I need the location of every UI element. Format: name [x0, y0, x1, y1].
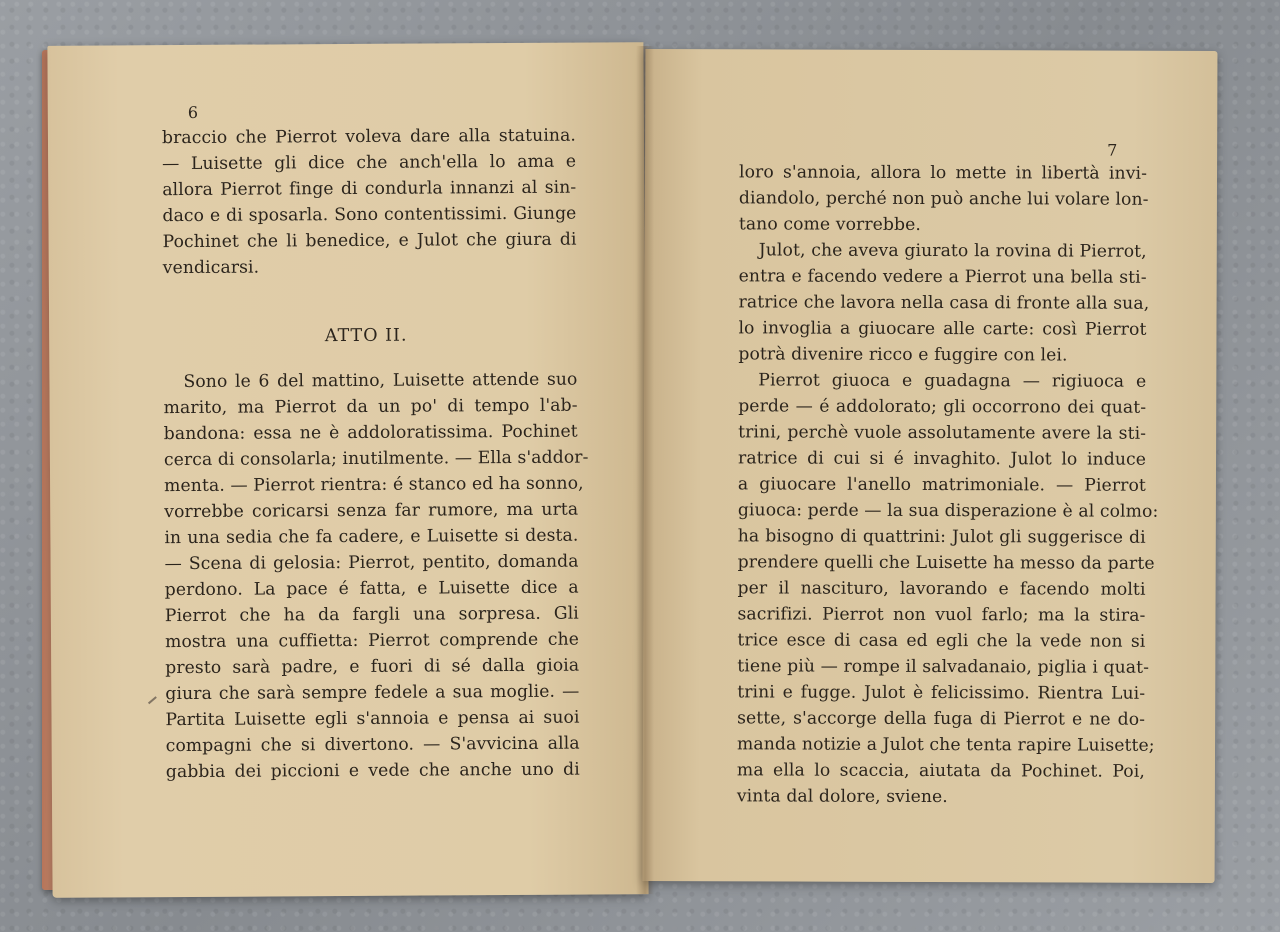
text-line: loro s'annoia, allora lo mette in libertà invi-: [738, 162, 1148, 184]
text-line: menta. — Pierrot rientra: é stanco ed ha sonno,: [164, 473, 584, 497]
text-line: giuoca: perde — la sua disperazione è al colmo:: [737, 500, 1159, 522]
text-line: ha bisogno di quattrini: Julot gli suggerisce di: [737, 526, 1146, 548]
text-line: ratrice che lavora nella casa di fronte alla sua,: [738, 292, 1150, 314]
right-paragraph-3: [736, 367, 1159, 810]
text-line: manda notizie a Julot che tenta rapire Luisette;: [736, 734, 1155, 756]
left-paragraph-2: [163, 367, 589, 786]
text-line: vinta dal dolore, sviene.: [736, 786, 948, 808]
text-line: diandolo, perché non può anche lui volare lon-: [738, 188, 1149, 210]
left-page: [47, 42, 648, 898]
text-line: cerca di consolarla; inutilmente. — Ella s'addor-: [163, 447, 589, 471]
text-line: allora Pierrot finge di condurla innanzi al sin-: [162, 177, 577, 201]
text-line: ma ella lo scaccia, aiutata da Pochinet. Poi,: [736, 760, 1145, 782]
right-paragraph-1: [739, 159, 1147, 238]
text-line: mostra una cuffietta: Pierrot comprende che: [164, 629, 580, 653]
text-line: trini e fugge. Julot è felicissimo. Rientra Lui-: [737, 682, 1146, 704]
text-line: vorrebbe coricarsi senza far rumore, ma urta: [164, 499, 579, 523]
text-line: braccio che Pierrot voleva dare alla statuina.: [161, 125, 577, 149]
text-line: Julot, che aveva giurato la rovina di Pierrot,: [758, 240, 1147, 262]
text-line: Pierrot che ha da fargli una sorpresa. Gli: [164, 603, 579, 627]
open-booklet: [40, 36, 1220, 896]
text-line: perdono. La pace é fatta, e Luisette dice a: [164, 577, 579, 601]
text-line: ratrice di cui si é invaghito. Julot lo induce: [737, 448, 1147, 470]
text-line: Pochinet che li benedice, e Julot che giura di: [162, 229, 577, 253]
text-line: tano come vorrebbe.: [738, 214, 922, 235]
text-line: — Luisette gli dice che anch'ella lo ama e: [162, 151, 577, 175]
right-paragraph-2: [738, 237, 1150, 368]
text-line: Sono le 6 del mattino, Luisette attende suo: [183, 369, 578, 393]
text-line: per il nascituro, lavorando e facendo molti: [737, 578, 1146, 600]
left-page-number: 6: [187, 102, 199, 122]
act-heading-text: ATTO II.: [324, 325, 408, 347]
text-line: entra e facendo vedere a Pierrot una bella sti-: [738, 266, 1147, 288]
text-line: daco e di sposarla. Sono contentissimi. Giunge: [162, 203, 577, 227]
text-line: giura che sarà sempre fedele a sua moglie. —: [165, 681, 580, 705]
text-line: trice esce di casa ed egli che la vede non si: [737, 630, 1146, 652]
text-line: presto sarà padre, e fuori di sé dalla gioia: [165, 655, 580, 679]
text-line: vendicarsi.: [162, 257, 260, 279]
right-page-number: 7: [1107, 140, 1118, 160]
left-paragraph-1: [162, 123, 577, 282]
text-line: lo invoglia a giuocare alle carte: così Pierrot: [738, 318, 1147, 340]
right-page: [643, 49, 1218, 883]
text-line: perde — é addolorato; gli occorrono dei quat-: [738, 396, 1147, 418]
text-line: trini, perchè vuole assolutamente avere la sti-: [738, 422, 1147, 444]
text-line: sette, s'accorge della fuga di Pierrot e ne do-: [737, 708, 1146, 730]
text-line: in una sedia che fa cadere, e Luisette si desta.: [164, 525, 579, 549]
text-line: Pierrot giuoca e guadagna — rigiuoca e: [758, 370, 1147, 392]
text-line: Partita Luisette egli s'annoia e pensa ai suoi: [165, 707, 580, 731]
text-line: prendere quelli che Luisette ha messo da parte: [737, 552, 1155, 574]
text-line: compagni che si divertono. — S'avvicina alla: [165, 733, 580, 757]
text-line: gabbia dei piccioni e vede che anche uno di: [165, 759, 580, 783]
text-line: bandona: essa ne è addoloratissima. Pochinet: [163, 421, 578, 445]
text-line: a giuocare l'anello matrimoniale. — Pierrot: [737, 474, 1146, 496]
text-line: tiene più — rompe il salvadanaio, piglia i quat-: [737, 656, 1150, 678]
act-heading: [49, 324, 645, 348]
text-line: — Scena di gelosia: Pierrot, pentito, domanda: [164, 551, 579, 575]
text-line: marito, ma Pierrot da un po' di tempo l'ab-: [163, 395, 578, 419]
text-line: sacrifizi. Pierrot non vuol farlo; ma la stira-: [737, 604, 1146, 626]
text-line: potrà divenire ricco e fuggire con lei.: [738, 344, 1068, 366]
pencil-mark: [148, 696, 157, 704]
